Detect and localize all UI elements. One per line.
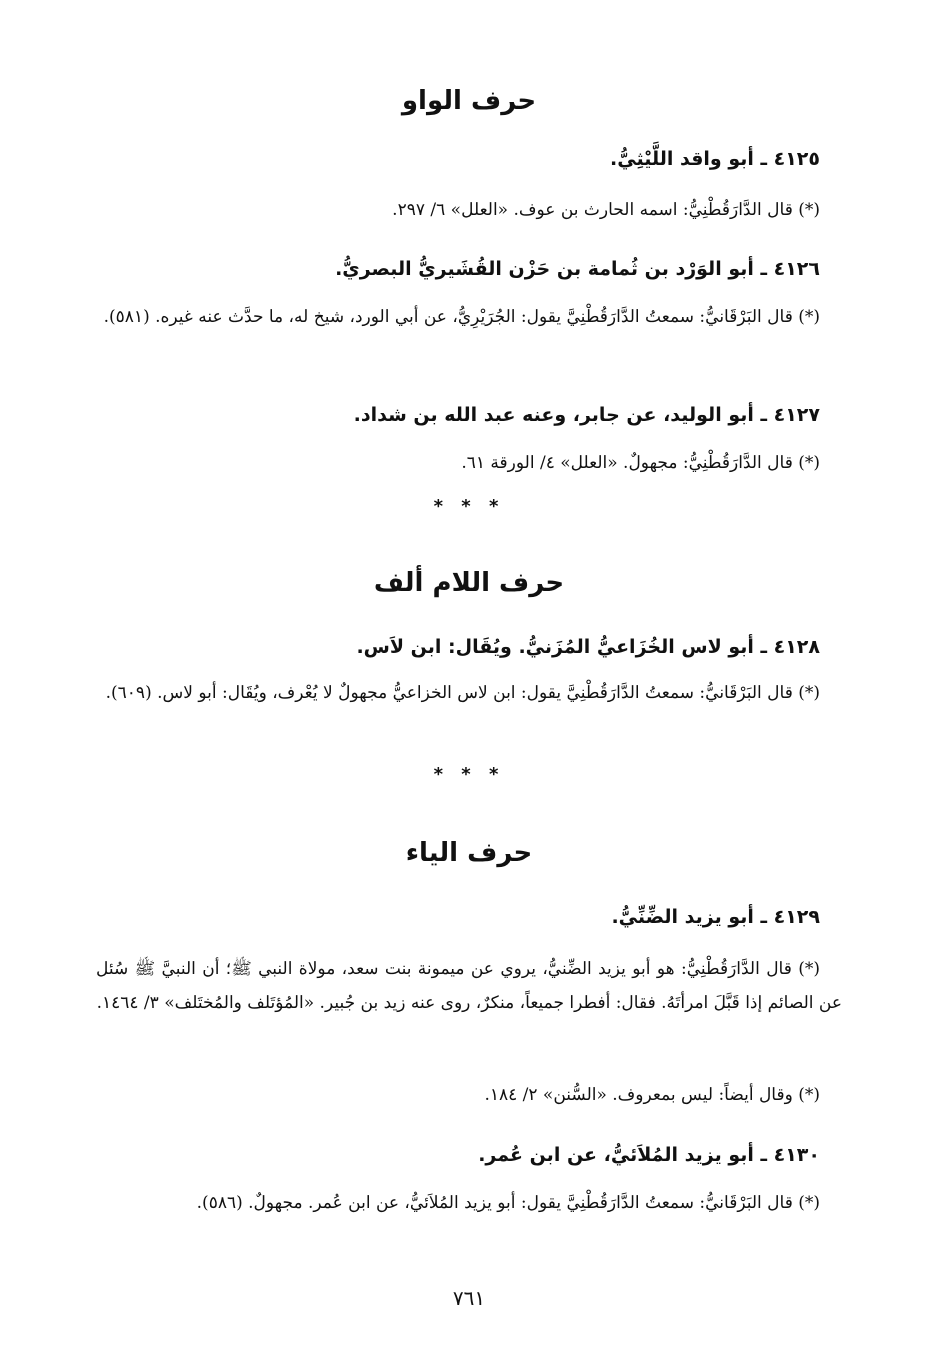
entry-title-4130: ٤١٣٠ ـ أبو يزيد المُلاَئيُّ، عن ابن عُمر. (478, 1144, 820, 1166)
entry-title-4126: ٤١٢٦ ـ أبو الوَرْد بن ثُمامة بن حَزْن القُشَيريُّ البصريُّ. (335, 258, 820, 280)
entry-title-4127: ٤١٢٧ ـ أبو الوليد، عن جابر، وعنه عبد الله بن شداد. (353, 404, 820, 426)
entry-text-4130: (*) قال البَرْقَانيُّ: سمعتُ الدَّارَقُطْنِيَّ يقول: أبو يزيد المُلاَئيُّ، عن ابن عُمر. مجهولٌ. (٥٨٦). (196, 1193, 820, 1213)
entry-title-4125: ٤١٢٥ ـ أبو واقد اللَّيْثِيُّ. (610, 148, 820, 170)
section-heading-ya: حرف الياء (405, 838, 533, 868)
entry-text-4127: (*) قال الدَّارَقُطْنِيُّ: مجهولٌ. «العلل» ٤/ الورقة ٦١. (461, 453, 820, 473)
section-separator: * * * (433, 496, 505, 517)
document-page (96, 0, 842, 1357)
section-heading-waw: حرف الواو (401, 86, 537, 116)
section-heading-lam-alif: حرف اللام ألف (373, 568, 565, 598)
entry-title-4129: ٤١٢٩ ـ أبو يزيد الضِّنِّيُّ. (611, 906, 820, 928)
entry-text-4129: (*) قال الدَّارَقُطْنِيُّ: هو أبو يزيد الضِّنيُّ، يروي عن ميمونة بنت سعد، مولاة النبي ﷺ؛ أن النبيَّ ﷺ سُئل عن الصائم إذا قَبَّلَ امرأتَهُ. فقال: أفطرا جميعاً، منكرٌ، روى عنه زيد بن جُبير. «المُؤتَلف والمُختَلف» ٣/ ١٤٦٤. (96, 959, 842, 1013)
section-separator: * * * (433, 764, 505, 785)
entry-text-4125: (*) قال الدَّارَقُطْنِيُّ: اسمه الحارث بن عوف. «العلل» ٦/ ٢٩٧. (392, 200, 820, 220)
entry-text-4128: (*) قال البَرْقَانيُّ: سمعتُ الدَّارَقُطْنِيَّ يقول: ابن لاس الخزاعيُّ مجهولٌ لا يُعْرف، ويُقَال: أبو لاس. (٦٠٩). (105, 683, 820, 703)
entry-title-4128: ٤١٢٨ ـ أبو لاس الخُزَاعيُّ المُزَنيُّ. ويُقَال: ابن لاَس. (356, 636, 820, 658)
entry-text-4126: (*) قال البَرْقَانيُّ: سمعتُ الدَّارَقُطْنِيَّ يقول: الجُرَيْرِيُّ، عن أبي الورد، شيخ له، ما حدَّث عنه غيره. (٥٨١). (103, 307, 820, 327)
page-number: ٧٦١ (452, 1286, 486, 1310)
entry-text-4129-2: (*) وقال أيضاً: ليس بمعروف. «السُّنن» ٢/ ١٨٤. (484, 1085, 820, 1105)
